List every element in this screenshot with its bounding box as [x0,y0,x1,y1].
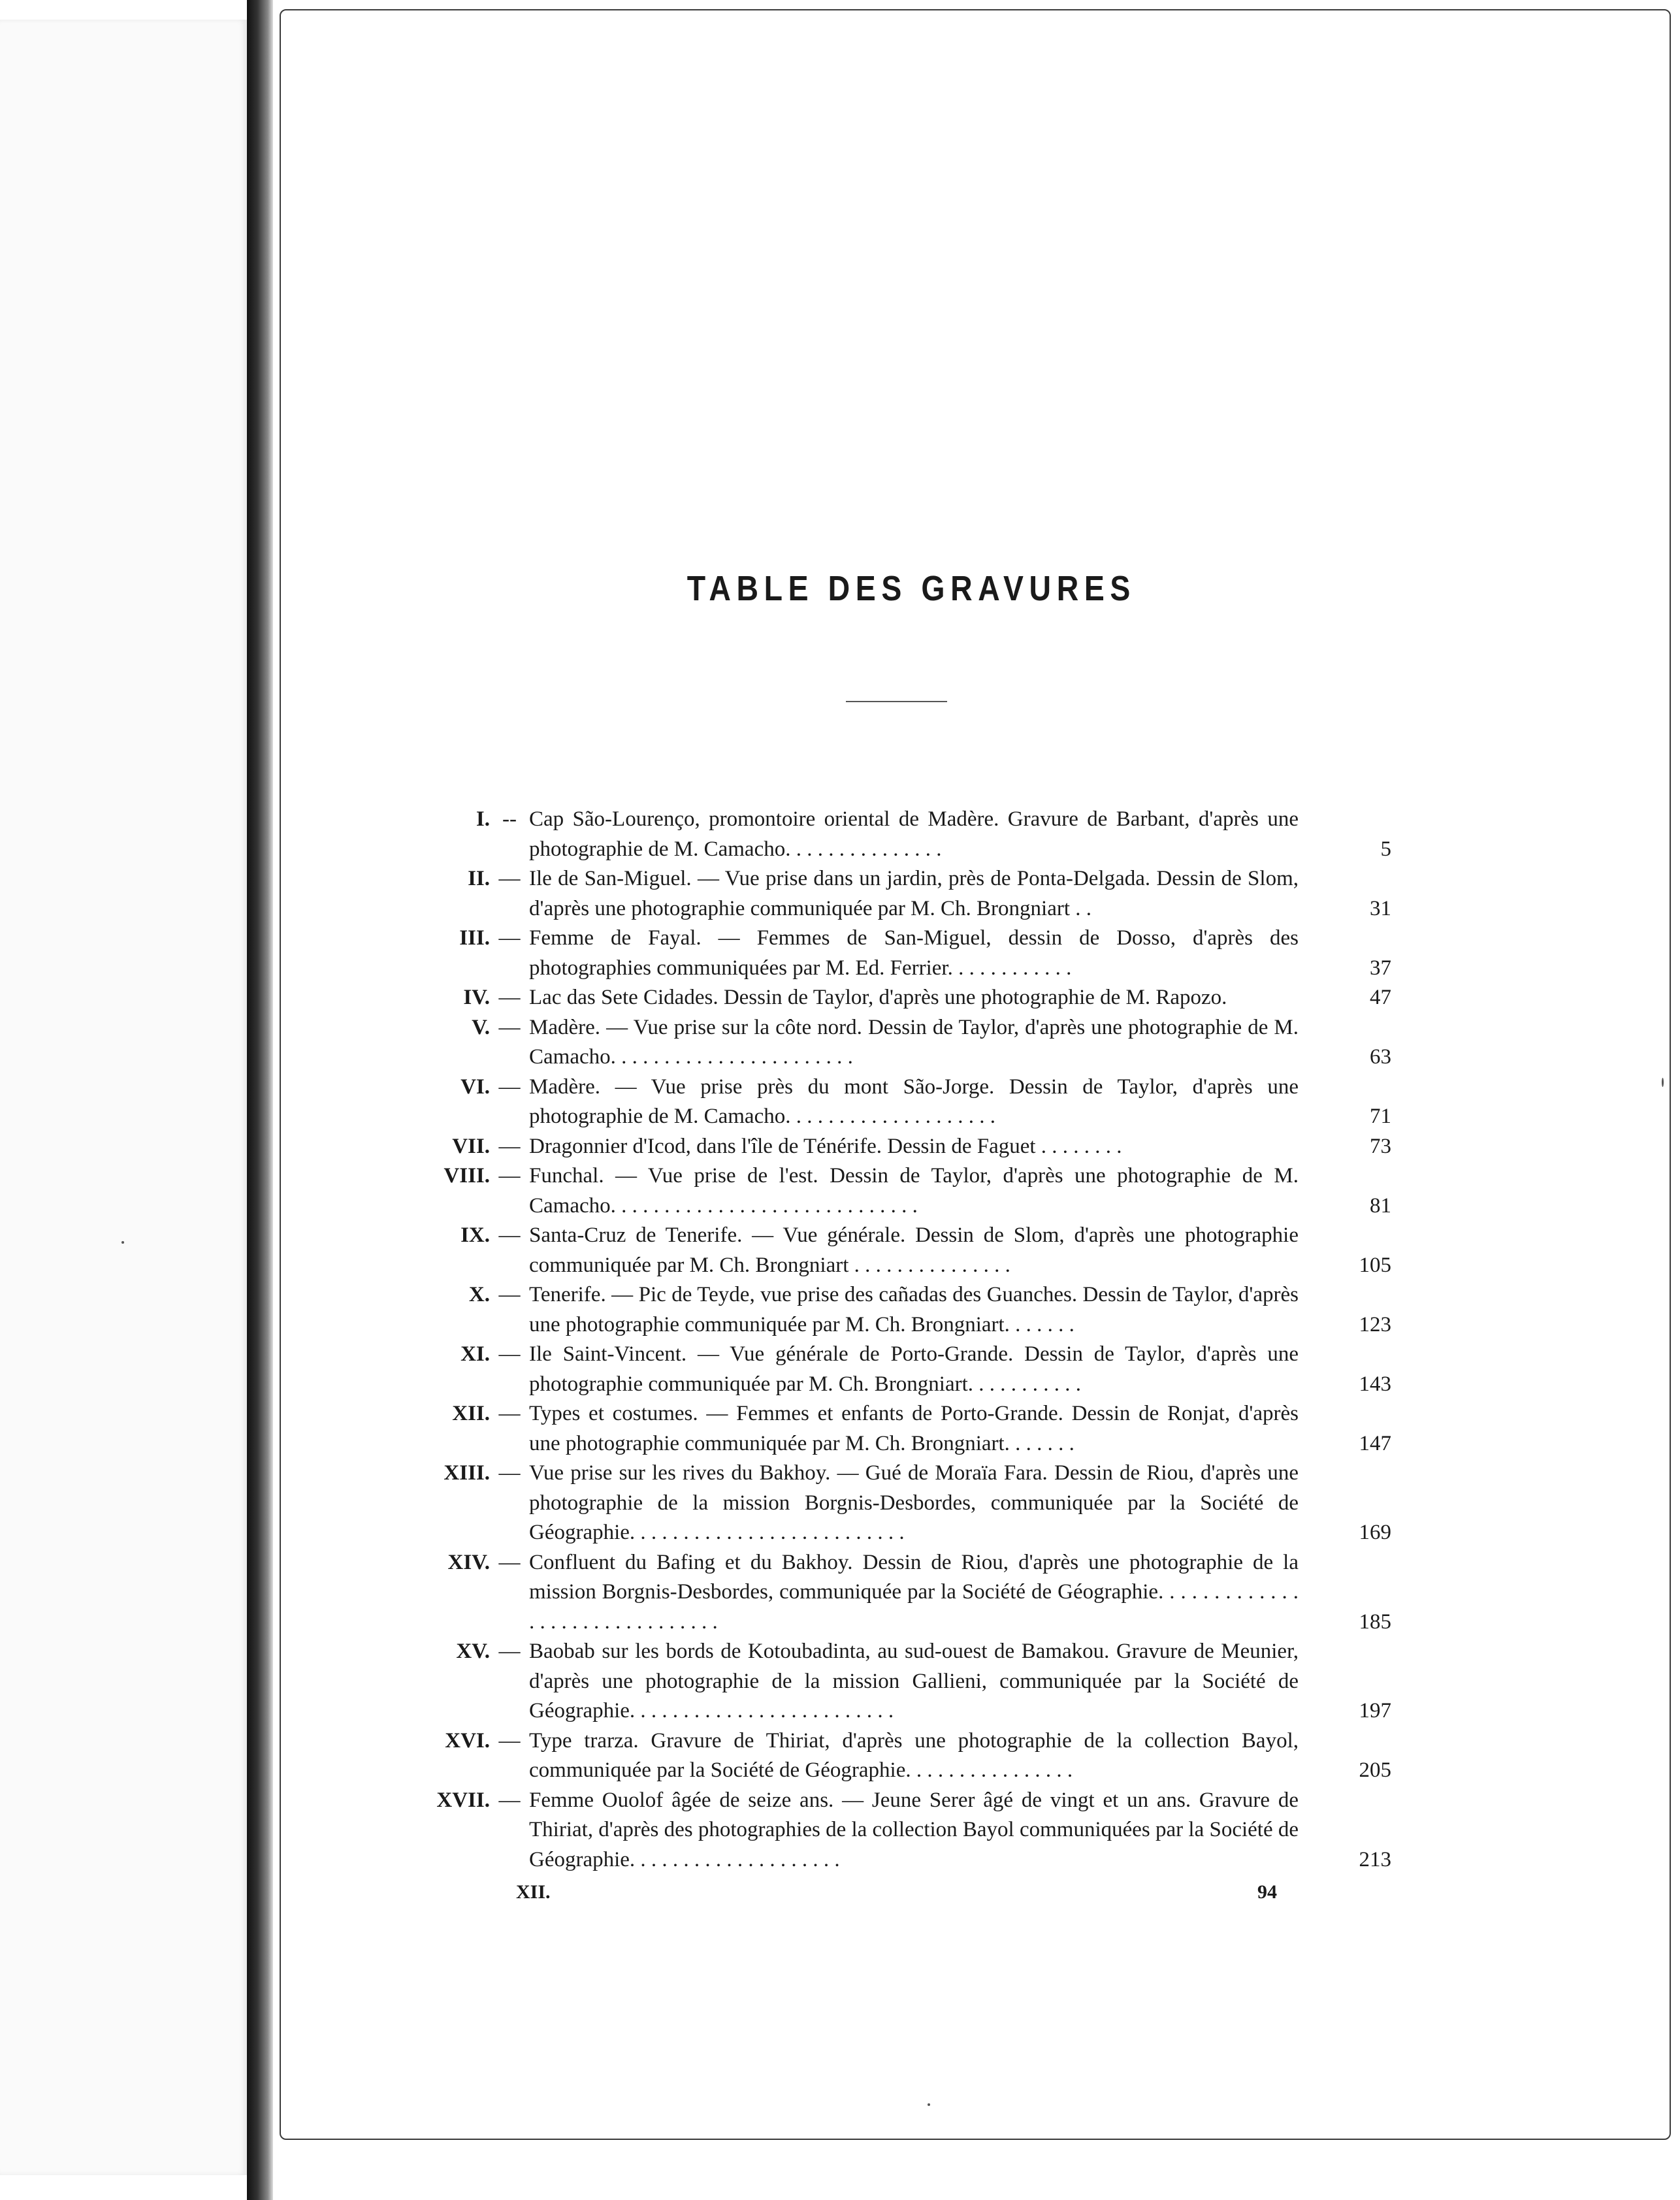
plate-number: XI. [460,1342,490,1366]
plate-caption: Femme Ouolof âgée de seize ans. — Jeune Serer âgé de vingt et un ans. Gravure de Thiriat, d'après des photographies de la collection Bayol communiquées par la Société de Géographie. . . . . . . . . . . . . . . . . . . . [529,1788,1299,1871]
page-number: 169 [1359,1521,1391,1544]
plate-number: IV. [463,986,490,1009]
plate-caption: Madère. — Vue prise près du mont São-Jorge. Dessin de Taylor, d'après une photographie de M. Camacho. . . . . . . . . . . . . . . . . . . . [529,1075,1299,1128]
list-item [431,805,1391,864]
list-item [431,1013,1391,1073]
plate-caption: Dragonnier d'Icod, dans l'île de Ténérife. Dessin de Faguet . . . . . . . . [529,1134,1122,1158]
page-number: 37 [1370,956,1391,980]
plate-number: VI. [460,1075,490,1099]
page-number: 197 [1359,1699,1391,1723]
plate-caption: Tenerife. — Pic de Teyde, vue prise des cañadas des Guanches. Dessin de Taylor, d'après une photographie communiquée par M. Ch. Brongniart. . . . . . . [529,1283,1299,1336]
list-item [431,1548,1391,1638]
list-item [431,1073,1391,1132]
page-number: 185 [1359,1610,1391,1634]
plate-number: XVII. [436,1788,490,1812]
page-number: 31 [1370,896,1391,920]
separator-dash: — [498,1640,521,1663]
list-item [431,864,1391,924]
speck-mark [928,2103,930,2106]
page-number: 147 [1359,1431,1391,1455]
separator-dash: — [498,926,521,950]
plate-number: VIII. [444,1164,490,1188]
separator-dash: — [498,986,521,1009]
plate-caption: Funchal. — Vue prise de l'est. Dessin de Taylor, d'après une photographie de M. Camacho. . . . . . . . . . . . . . . . . . . . . . . . . . . . . [529,1164,1299,1218]
plate-caption: Cap São-Lourenço, promontoire oriental de Madère. Gravure de Barbant, d'après une photographie de M. Camacho. . . . . . . . . . . . . . . [529,807,1299,861]
plate-caption: Ile Saint-Vincent. — Vue générale de Porto-Grande. Dessin de Taylor, d'après une photographie communiquée par M. Ch. Brongniart. . . . . . . . . . . [529,1342,1299,1396]
page-number: 205 [1359,1758,1391,1782]
separator-dash: — [498,1134,521,1158]
list-item [431,1340,1391,1399]
plate-caption: Vue prise sur les rives du Bakhoy. — Gué de Moraïa Fara. Dessin de Riou, d'après une photographie de la mission Borgnis-Desbordes, communiquée par la Société de Géographie. . . . . . . . . . . . . . . . . . . . . . . . . . [529,1461,1299,1544]
plate-caption: Femme de Fayal. — Femmes de San-Miguel, dessin de Dosso, d'après des photographies communiquées par M. Ed. Ferrier. . . . . . . . . . . . [529,926,1299,980]
plate-number: XV. [456,1640,490,1663]
plate-number: II. [468,867,490,890]
title-divider [846,701,947,702]
page-number: 213 [1359,1847,1391,1871]
speck-mark [121,1241,124,1244]
page-number: 105 [1359,1253,1391,1277]
plate-number: XII. [452,1402,490,1425]
plate-number: XIV. [447,1550,490,1574]
list-item [431,1132,1391,1162]
plate-caption: Type trarza. Gravure de Thiriat, d'après une photographie de la collection Bayol, communiquée par la Société de Géographie. . . . . . . . . . . . . . . . [529,1728,1299,1782]
page-number: 71 [1370,1105,1391,1128]
separator-dash: — [498,867,521,890]
separator-dash: — [498,1461,521,1485]
separator-dash: — [498,1402,521,1425]
plate-caption: Baobab sur les bords de Kotoubadinta, au sud-ouest de Bamakou. Gravure de Meunier, d'après une photographie de la mission Gallieni, communiquée par la Société de Géographie. . . . . . . . . . . . . . . . . . . . . . . . . [529,1640,1299,1723]
list-item [431,1221,1391,1280]
list-item [431,1726,1391,1786]
separator-dash: — [498,1223,521,1247]
book-gutter [247,0,273,2200]
separator-dash: — [498,1342,521,1366]
plate-caption: Ile de San-Miguel. — Vue prise dans un jardin, près de Ponta-Delgada. Dessin de Slom, d'après une photographie communiquée par M. Ch. Brongniart . . [529,867,1299,920]
sheet-signature: 94 [1257,1881,1277,1903]
separator-dash: -- [502,807,517,831]
page-number: 123 [1359,1312,1391,1336]
plate-number: I. [476,807,490,831]
separator-dash: — [498,1788,521,1812]
separator-dash: — [498,1283,521,1306]
plate-caption: Confluent du Bafing et du Bakhoy. Dessin de Riou, d'après une photographie de la mission Borgnis-Desbordes, communiquée par la Société de Géographie. . . . . . . . . . . . . . . . . . . . . . . . . . . . . . . [529,1550,1299,1634]
list-item [431,1786,1391,1875]
volume-signature: XII. [516,1881,551,1903]
list-item [431,1161,1391,1221]
list-item [431,1637,1391,1726]
page-number: 5 [1380,837,1391,861]
separator-dash: — [498,1015,521,1039]
plate-number: XVI. [445,1728,490,1753]
separator-dash: — [498,1550,521,1574]
separator-dash: — [498,1164,521,1188]
page-title: TABLE DES GRAVURES [687,569,1136,608]
list-item [431,1399,1391,1459]
plate-number: VII. [452,1134,490,1158]
list-item [431,1280,1391,1340]
separator-dash: — [498,1728,521,1753]
separator-dash: — [498,1075,521,1099]
page-number: 81 [1370,1193,1391,1218]
plate-number: V. [472,1015,490,1039]
page-number: 63 [1370,1045,1391,1069]
plate-number: X. [468,1283,490,1306]
plate-caption: Santa-Cruz de Tenerife. — Vue générale. Dessin de Slom, d'après une photographie communiquée par M. Ch. Brongniart . . . . . . . . . . . . . . . [529,1223,1299,1277]
plate-caption: Madère. — Vue prise sur la côte nord. Dessin de Taylor, d'après une photographie de M. Camacho. . . . . . . . . . . . . . . . . . . . . . . [529,1015,1299,1069]
page-number: 73 [1370,1134,1391,1158]
plate-number: XIII. [444,1461,490,1485]
plate-number: III. [459,926,490,950]
plate-caption: Types et costumes. — Femmes et enfants de Porto-Grande. Dessin de Ronjat, d'après une photographie communiquée par M. Ch. Brongniart. . . . . . . [529,1402,1299,1455]
plate-number: IX. [460,1223,490,1247]
engravings-list [431,805,1391,1875]
facing-page-edge [0,20,249,2175]
list-item [431,924,1391,983]
list-item [431,1459,1391,1548]
list-item [431,983,1391,1013]
speck-mark [1662,1078,1664,1087]
plate-caption: Lac das Sete Cidades. Dessin de Taylor, d'après une photographie de M. Rapozo. [529,986,1227,1009]
page-number: 143 [1359,1372,1391,1396]
page-number: 47 [1370,986,1391,1009]
